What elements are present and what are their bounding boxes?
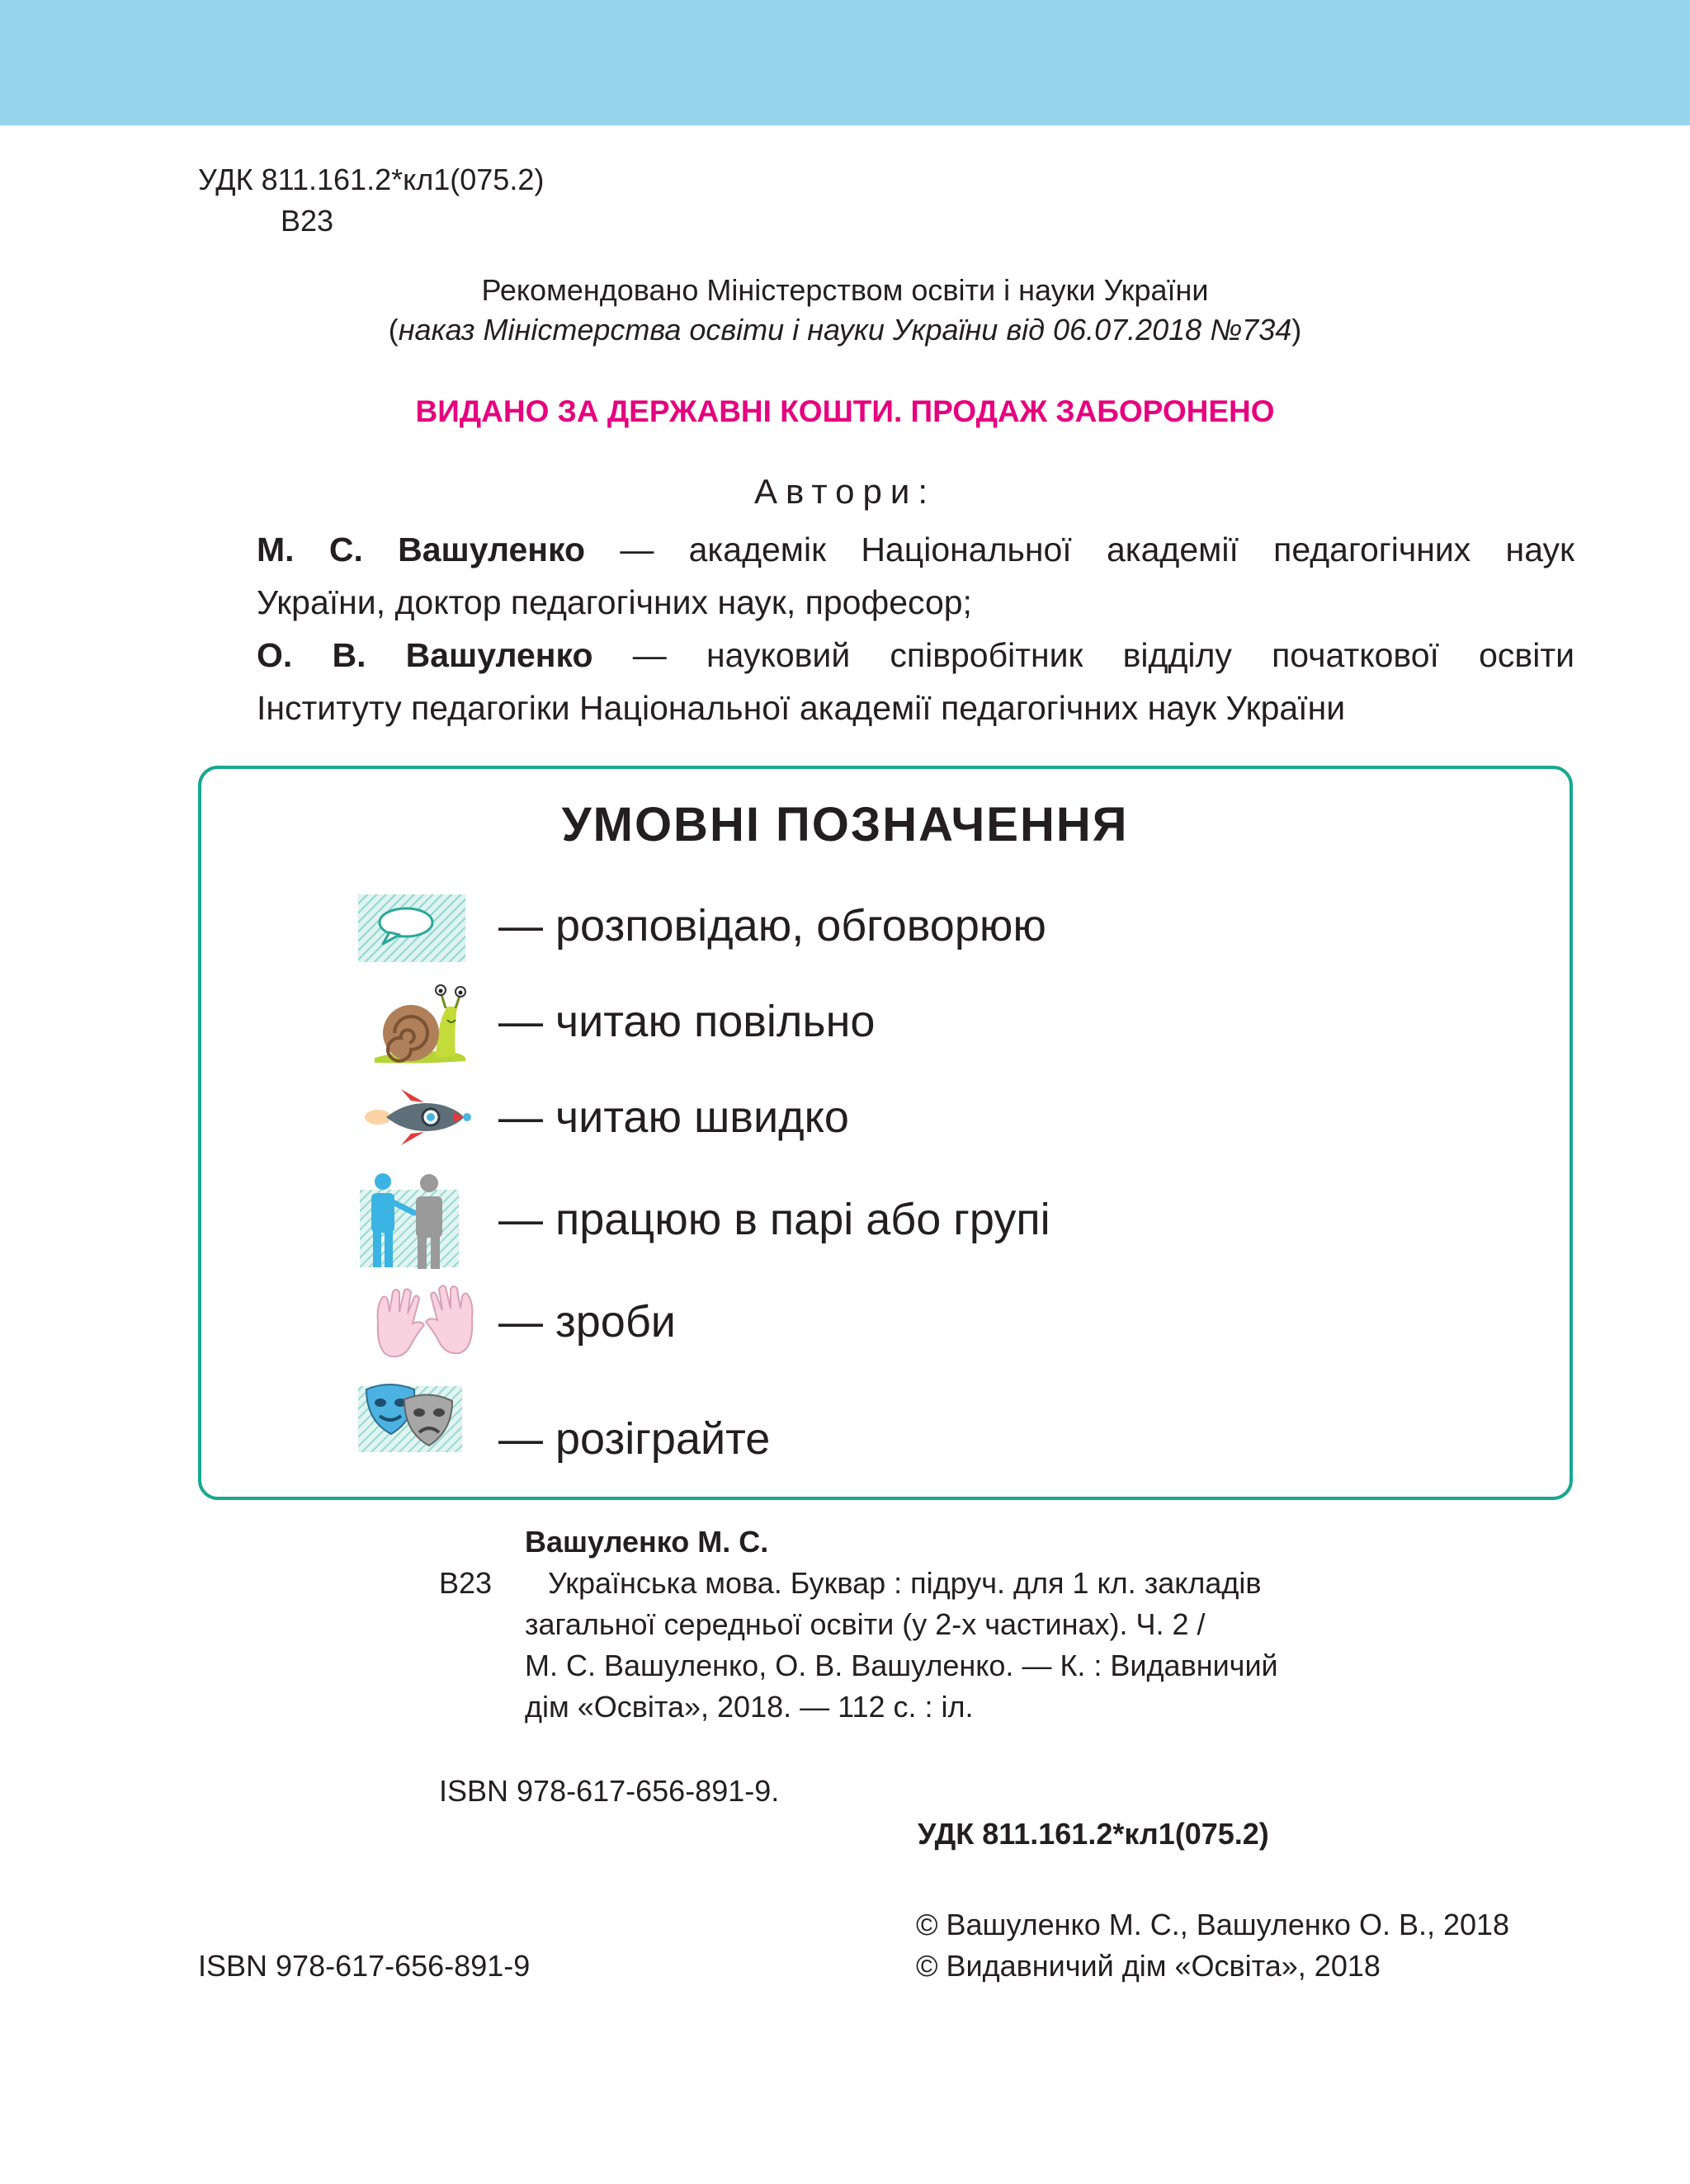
author1-line1: [257, 523, 1574, 576]
author1-name: М. С. Вашуленко: [257, 531, 586, 568]
snail-icon: [368, 982, 475, 1068]
footer-isbn: ISBN 978-617-656-891-9: [198, 1949, 531, 1983]
recommendation-line: Рекомендовано Міністерством освіти і науки України: [481, 273, 1209, 307]
hands-icon: [361, 1281, 489, 1363]
legend-item-pair-work: — працюю в парі або групі: [498, 1195, 1050, 1244]
rocket-icon: [361, 1087, 474, 1147]
order-open-paren: (: [388, 313, 399, 347]
copyright-publisher: © Видавничий дім «Освіта», 2018: [916, 1949, 1381, 1983]
biblio-udc: УДК 811.161.2*кл1(075.2): [918, 1817, 1269, 1851]
author2-name: О. В. Вашуленко: [257, 636, 593, 674]
author2-line2: Інституту педагогіки Національної академії педагогічних наук України: [257, 689, 1346, 727]
order-text: наказ Міністерства освіти і науки України від 06.07.2018 №734: [398, 313, 1292, 347]
biblio-line4: дім «Освіта», 2018. — 112 с. : іл.: [525, 1690, 974, 1724]
biblio-line1: Українська мова. Буквар : підруч. для 1 кл. закладів: [548, 1566, 1262, 1600]
author1-desc: — академік Національної академії педагогічних наук: [585, 531, 1574, 568]
legend-item-do-it: — зроби: [498, 1297, 676, 1347]
biblio-line3: М. С. Вашуленко, О. В. Вашуленко. — К. : Видавничий: [525, 1649, 1278, 1682]
top-color-band: [0, 0, 1690, 125]
author1-line2: України, доктор педагогічних наук, професор;: [257, 583, 972, 621]
author2-line1: [257, 629, 1574, 682]
authors-heading: Автори:: [753, 472, 936, 511]
author2-desc: — науковий співробітник відділу початкової освіти: [592, 636, 1574, 674]
legend-title: УМОВНІ ПОЗНАЧЕННЯ: [561, 798, 1129, 851]
pair-people-icon: [353, 1170, 469, 1272]
speech-bubble-icon: [350, 883, 474, 974]
biblio-isbn: ISBN 978-617-656-891-9.: [439, 1774, 780, 1808]
biblio-author: Вашуленко М. С.: [525, 1525, 769, 1559]
author-mark: В23: [281, 204, 334, 238]
state-funded-notice: ВИДАНО ЗА ДЕРЖАВНІ КОШТИ. ПРОДАЖ ЗАБОРОНЕНО: [415, 394, 1275, 428]
authors-block: [257, 523, 1574, 734]
udc-code: УДК 811.161.2*кл1(075.2): [198, 163, 545, 196]
order-close-paren: ): [1291, 313, 1302, 347]
legend-item-act-out: — розіграйте: [498, 1414, 771, 1464]
copyright-authors: © Вашуленко М. С., Вашуленко О. В., 2018: [916, 1908, 1510, 1941]
biblio-mark: В23: [439, 1566, 493, 1600]
biblio-line2: загальної середньої освіти (у 2-х частинах). Ч. 2 /: [525, 1607, 1206, 1641]
legend-item-read-fast: — читаю швидко: [498, 1092, 849, 1142]
legend-item-read-slow: — читаю повільно: [498, 997, 876, 1046]
ministry-order: [0, 312, 1690, 348]
legend-item-discuss: — розповідаю, обговорюю: [498, 901, 1046, 950]
theatre-masks-icon: [350, 1370, 470, 1464]
